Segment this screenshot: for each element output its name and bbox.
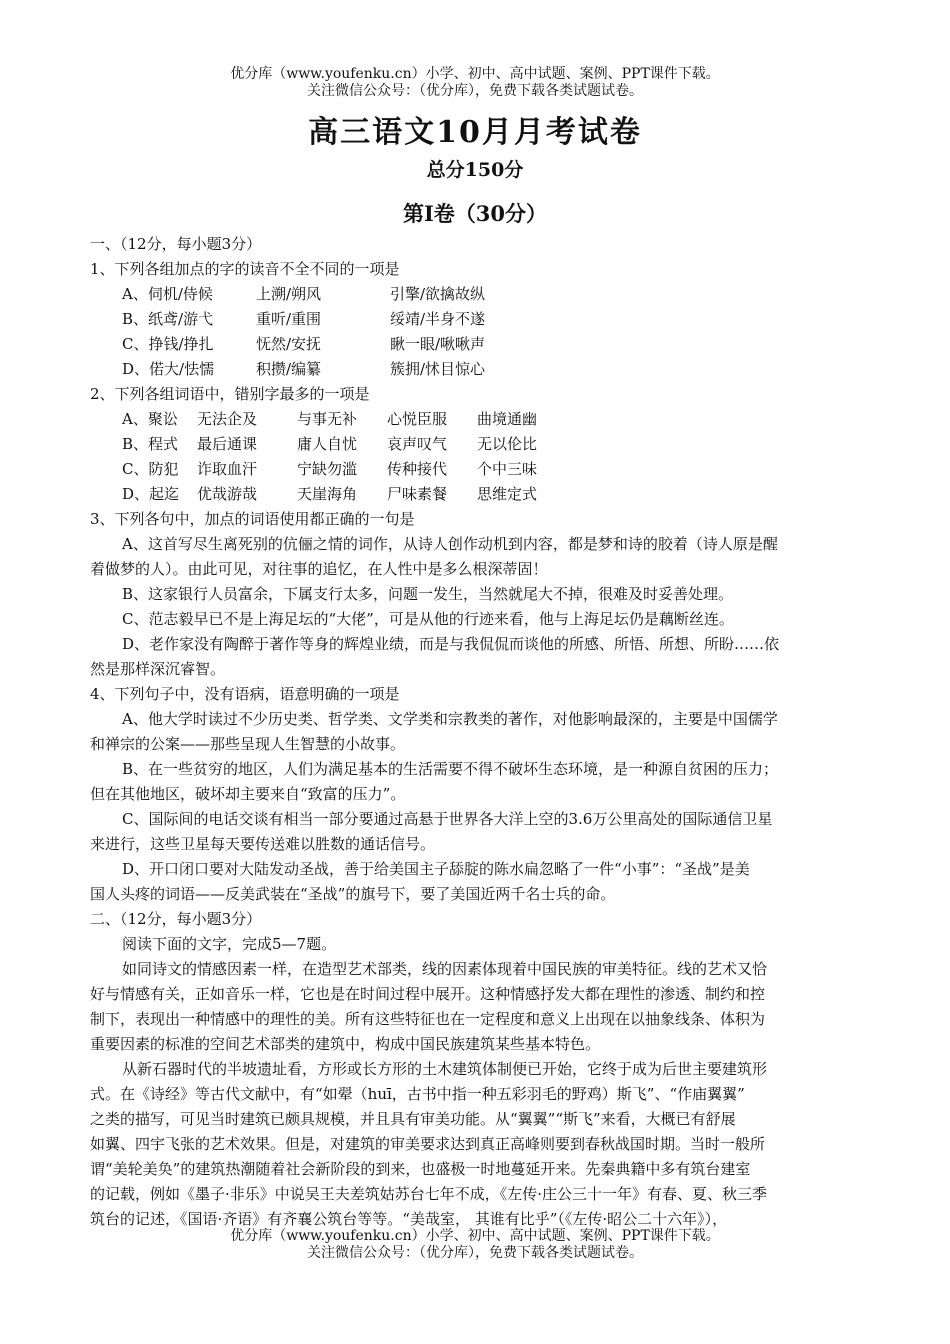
q4-d-line-1: D、开口闭口要对大陆发动圣战，善于给美国主子舔腚的陈水扁忽略了一件“小事”：“圣战”是美 xyxy=(122,860,750,878)
q2-a-3: 与事无补 xyxy=(297,410,358,428)
q2-c-5: 个中三味 xyxy=(477,460,538,478)
q4-option-c xyxy=(90,807,860,857)
q2-b-4: 哀声叹气 xyxy=(387,435,448,453)
q3-d-line-2: 然是那样深沉睿智。 xyxy=(90,660,226,678)
header-line-1: 优分库（www.youfenku.cn）小学、初中、高中试题、案例、PPT课件下载。 xyxy=(230,66,720,82)
p2-line-7: 筑台的记述，《国语·齐语》有齐襄公筑台等等。“美哉室， 其谁有比乎”（《左传·昭公二十六年》）， xyxy=(90,1210,728,1228)
q2-b-3: 庸人自忧 xyxy=(297,435,358,453)
p1-line-4: 重要因素的标准的空间艺术部类的建筑中，构成中国民族建筑某些基本特色。 xyxy=(90,1035,601,1053)
footer-note xyxy=(0,1228,950,1262)
q2-b-5: 无以伦比 xyxy=(477,435,538,453)
q1-a-1: A、伺机/侍候 xyxy=(122,285,213,303)
q1-option-a xyxy=(90,282,860,307)
q4-stem: 4、下列句子中，没有语病，语意明确的一项是 xyxy=(90,685,400,703)
q1-option-c xyxy=(90,332,860,357)
p2-line-6: 的记载，例如《墨子·非乐》中说吴王夫差筑姑苏台七年不成，《左传·庄公三十一年》有春、夏、秋三季 xyxy=(90,1185,768,1203)
q1-option-d xyxy=(90,357,860,382)
exam-content xyxy=(90,232,860,1232)
q4-c-line-2: 来进行，这些卫星每天要传送难以胜数的通话信号。 xyxy=(90,835,436,853)
header-line-2: 关注微信公众号：（优分库），免费下载各类试题试卷。 xyxy=(307,83,643,99)
section1-heading: 一、（12分，每小题3分） xyxy=(90,235,262,253)
q1-a-3: 引擎/欲擒故纵 xyxy=(390,285,486,303)
p2-line-4: 如翼、四宇飞张的艺术效果。但是，对建筑的审美要求达到真正高峰则要到春秋战国时期。当时一般所 xyxy=(90,1135,766,1153)
q4-b-line-2: 但在其他地区，破坏却主要来自“致富的压力”。 xyxy=(90,785,406,803)
q2-c-2: 诈取血汗 xyxy=(197,460,258,478)
q2-d-2: 优哉游哉 xyxy=(197,485,258,503)
q3-option-b: B、这家银行人员富余，下属支行太多，问题一发生，当然就尾大不掉，很难及时妥善处理。 xyxy=(122,585,734,603)
header-note xyxy=(0,66,950,100)
q3-option-a xyxy=(90,532,860,582)
q1-a-2: 上溯/朔风 xyxy=(256,285,322,303)
q1-b-3: 绥靖/半身不遂 xyxy=(390,310,486,328)
q4-d-line-2: 国人头疼的词语——反美武装在“圣战”的旗号下，要了美国近两千名士兵的命。 xyxy=(90,885,616,903)
q3-stem: 3、下列各句中，加点的词语使用都正确的一句是 xyxy=(90,510,415,528)
q4-b-line-1: B、在一些贫穷的地区，人们为满足基本的生活需要不得不破坏生态环境，是一种源自贫困的压力； xyxy=(122,760,779,778)
footer-line-2: 关注微信公众号：（优分库），免费下载各类试题试卷。 xyxy=(307,1245,643,1261)
q2-stem: 2、下列各组词语中，错别字最多的一项是 xyxy=(90,385,370,403)
q2-d-1: D、起迄 xyxy=(122,485,180,503)
q1-c-2: 怃然/安抚 xyxy=(256,335,322,353)
q4-option-b xyxy=(90,757,860,807)
q2-a-1: A、聚讼 xyxy=(122,410,178,428)
q4-c-line-1: C、国际间的电话交谈有相当一部分要通过高悬于世界各大洋上空的3.6万公里高处的国际通信卫星 xyxy=(122,810,773,828)
q2-b-2: 最后通课 xyxy=(197,435,258,453)
q1-c-1: C、挣钱/挣扎 xyxy=(122,335,214,353)
q1-d-3: 簇拥/怵目惊心 xyxy=(390,360,486,378)
p1-line-1: 如同诗文的情感因素一样，在造型艺术部类，线的因素体现着中国民族的审美特征。线的艺术又恰 xyxy=(122,960,768,978)
q1-d-1: D、偌大/怯懦 xyxy=(122,360,215,378)
q2-c-1: C、防犯 xyxy=(122,460,179,478)
exam-subtitle: 总分150分 xyxy=(426,159,524,181)
q2-c-3: 宁缺勿滥 xyxy=(297,460,358,478)
q1-option-b xyxy=(90,307,860,332)
p2-line-5: 谓“美轮美奂”的建筑热潮随着社会新阶段的到来，也盛极一时地蔓延开来。先秦典籍中多有筑台建室 xyxy=(90,1160,751,1178)
p1-line-3: 制下，表现出一种情感中的理性的美。所有这些特征也在一定程度和意义上出现在以抽象线条、体积为 xyxy=(90,1010,766,1028)
q3-a-line-2: 着做梦的人）。由此可见，对往事的追忆，在人性中是多么根深蒂固！ xyxy=(90,560,548,578)
q4-option-a xyxy=(90,707,860,757)
p1-line-2: 好与情感有关，正如音乐一样，它也是在时间过程中展开。这种情感抒发大都在理性的渗透、制约和控 xyxy=(90,985,766,1003)
p2-line-3: 之类的描写，可见当时建筑已颇具规模，并且具有审美功能。从“翼翼”“斯飞”来看，大概已有舒展 xyxy=(90,1110,736,1128)
q1-stem: 1、下列各组加点的字的读音不全不同的一项是 xyxy=(90,260,400,278)
q1-c-3: 瞅一眼/啾啾声 xyxy=(390,335,486,353)
p2-line-2: 式。在《诗经》等古代文献中，有“如翚（huī，古书中指一种五彩羽毛的野鸡）斯飞”、“作庙翼翼” xyxy=(90,1085,745,1103)
section2-heading: 二、（12分，每小题3分） xyxy=(90,910,262,928)
q4-a-line-2: 和禅宗的公案——那些呈现人生智慧的小故事。 xyxy=(90,735,406,753)
q2-option-a xyxy=(90,407,860,432)
p2-line-1: 从新石器时代的半坡遗址看，方形或长方形的土木建筑体制便已开始，它终于成为后世主要建筑形 xyxy=(122,1060,768,1078)
q3-d-line-1: D、老作家没有陶醉于著作等身的辉煌业绩，而是与我侃侃而谈他的所感、所悟、所想、所盼……依 xyxy=(122,635,780,653)
passage-paragraph-2 xyxy=(90,1057,860,1232)
exam-title: 高三语文10月月考试卷 xyxy=(308,115,642,150)
section2-intro: 阅读下面的文字，完成5—7题。 xyxy=(122,935,337,953)
q2-d-3: 天崖海角 xyxy=(297,485,358,503)
q3-a-line-1: A、这首写尽生离死别的伉俪之情的词作，从诗人创作动机到内容，都是梦和诗的胶着（诗人原是醒 xyxy=(122,535,778,553)
q2-option-d xyxy=(90,482,860,507)
q2-d-4: 尸味素餐 xyxy=(387,485,448,503)
q4-a-line-1: A、他大学时读过不少历史类、哲学类、文学类和宗教类的著作，对他影响最深的，主要是中国儒学 xyxy=(122,710,778,728)
q1-b-1: B、纸鸢/游弋 xyxy=(122,310,214,328)
q2-c-4: 传种接代 xyxy=(387,460,448,478)
volume-title: 第Ⅰ卷（30分） xyxy=(402,201,548,226)
q2-a-2: 无法企及 xyxy=(197,410,258,428)
q1-b-2: 重听/重围 xyxy=(256,310,322,328)
q4-option-d xyxy=(90,857,860,907)
q2-b-1: B、程式 xyxy=(122,435,179,453)
q2-a-5: 曲境通幽 xyxy=(477,410,538,428)
passage-paragraph-1 xyxy=(90,957,860,1057)
q2-option-c xyxy=(90,457,860,482)
q2-d-5: 思维定式 xyxy=(477,485,538,503)
q1-d-2: 积攒/编纂 xyxy=(256,360,322,378)
q2-option-b xyxy=(90,432,860,457)
q3-option-d xyxy=(90,632,860,682)
footer-line-1: 优分库（www.youfenku.cn）小学、初中、高中试题、案例、PPT课件下载。 xyxy=(230,1228,720,1244)
q2-a-4: 心悦臣服 xyxy=(387,410,448,428)
q3-option-c: C、范志毅早已不是上海足坛的“大佬”，可是从他的行迹来看，他与上海足坛仍是藕断丝连。 xyxy=(122,610,734,628)
